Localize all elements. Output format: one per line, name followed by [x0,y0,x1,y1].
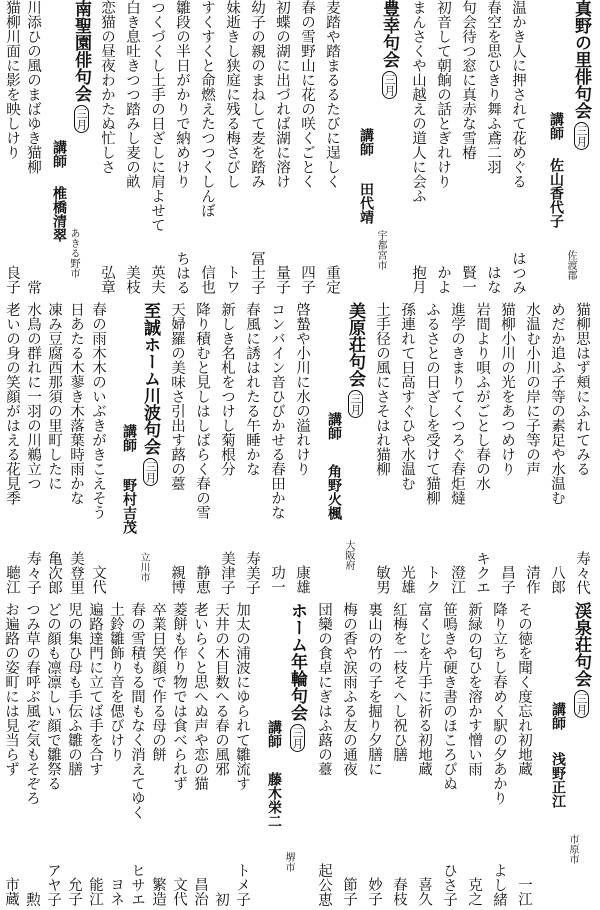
poem: 春の雨木木のいぶきがきこえそう 文代 [90,302,106,594]
poem: 孫連れて日高すぐひや水温む 光雄 [399,302,415,594]
poem: 白き息吐きつつ踏みし麦の畝 美枝 [124,0,140,294]
poem: 雛段の半日がかりで納めけり ちはる [174,0,190,294]
poem: すくすくと命燃えたつつくしんぼ 信也 [199,0,215,294]
poem: 梅の香や涙雨ふる友の通夜 節子 [341,602,357,906]
poem: まんさくや山越えの道人に会ふ 抱月 [410,0,426,294]
poem: 土鈴雛飾り音を偲びけり ヨネ [108,602,124,906]
group-title: 渓泉荘句会三月 [568,602,594,906]
poem: 啓蟄や小川に水の溢れけり 康雄 [294,302,310,594]
poem: 加太の浦波にゆられて雛流す トメ子 [234,602,250,906]
poem [0,302,3,594]
poem: 句会待つ窓に真赤な雪椿 賢一 [460,0,476,294]
poem: 春風に誘はれたる午睡かな 寿美子 [244,302,260,594]
group-title: 真野の里俳句会三月 [568,0,594,294]
poem: 日あたる木蓼き木落葉時雨かな 美登里 [68,302,84,594]
sensei-block: 講師 浅野正江 市原市 [550,702,578,864]
poem: 恋猫の昼夜わかたぬ忙しさ 弘章 [99,0,115,294]
poem: 凍み豆腐西那須の里町したに 亀次郎 [46,302,62,594]
sensei-block: 講師 佐山香代子 佐渡郡 [548,112,576,280]
poem: 土手径の風にさそはれ猫柳 敏男 [374,302,390,594]
sensei-block: 講師 椎橋清翠 あきる野市 [51,140,79,278]
poem: ふるさとの日ざしを受けて猫柳 トク [424,302,440,594]
poem: 天婦羅の美味さ引出す蕗の薹 親博 [169,302,185,594]
poem: お遍路の姿町には見当らず 市蔵 [3,602,19,906]
poem [0,0,3,294]
poem: 紅梅を一枝そへし祝ひ膳 春枝 [391,602,407,906]
poem: 春の雪野山に花の咲くごとく 四子 [299,0,315,294]
poem: 新しき名札をつけし菊根分 美津子 [219,302,235,594]
poem: 春空を思ひきり舞ふ鳶二羽 はな [485,0,501,294]
poem: 降り積むと見しはしばらく春の雪 静恵 [194,302,210,594]
poem: 幼子の親のまねして麦を踏み 冨士子 [249,0,265,294]
poem: つみ草の春呼ぶ風ぞ気もそぞろ 勲 [24,602,40,906]
poem: 老いの身の笑顔がはえる花見季 聴江 [4,302,20,594]
poem: どの顔も凛凛しい顔で雛祭る アヤ子 [45,602,61,906]
sensei-block: 講師 角野火楓 大阪府 [326,412,354,570]
poem: つくづくし土手の日ざしに肩よせて 英夫 [149,0,165,294]
poem: 水温む小川の岸に子等の声 清作 [524,302,540,594]
poem: 新緑の匂ひを溶かす憎い雨 克之 [466,602,482,906]
poem: 川添ひの風のまばゆき猫柳 常 [25,0,41,294]
band-middle [0,302,600,594]
sensei-block: 講師 田代靖 宇都宮市 [358,128,386,270]
poem: 児の集ひ母も手伝ふ雛の膳 允子 [66,602,82,906]
group-title: 至誠ホーム川波句会三月 [137,302,163,594]
poem: 妹逝きし狭庭に残る梅さびし トワ [224,0,240,294]
band-bottom [0,602,600,906]
poem: 初蝶の湖に出づれば湖に溶け 量子 [274,0,290,294]
group-title: 豊幸句会三月 [376,0,402,294]
poem: 麦踏や踏まるるたびに逞しく 重定 [324,0,340,294]
poem: 裏山の竹の子を掘り夕膳に 妙子 [366,602,382,906]
group-title: 美原荘句会三月 [342,302,368,594]
poem: コンバイン音ひびかせる春田かな 功一 [269,302,285,594]
poem: 卒業日笑顔で作る母の餅 繁造 [150,602,166,906]
poem: 岩間より唄ふがごとし春の水 キクエ [474,302,490,594]
poem: 遍路達門に立てば手を合す 能江 [87,602,103,906]
poem: 団欒の食卓にぎはふ蕗の薹 起公恵 [316,602,332,906]
sensei-block: 講師 藤木栄二 堺市 [266,720,294,872]
poem: 初音して朝餉の話とぎれけり かよ [435,0,451,294]
poem: 温かき人に押されて花めぐる はつみ [510,0,526,294]
poem: 富くじを片手に祈る初地蔵 喜久 [416,602,432,906]
poem: 猫柳川面に影を映しけり 良子 [4,0,20,294]
poem: 笹鳴きや硬き書のほころびぬ ひさ子 [441,602,457,906]
poem: 菱餅も作り物では食べられず 文代 [171,602,187,906]
poem: めだか追ふ子等の素足や水温む 八郎 [549,302,565,594]
poem: 春の雪積もる間もなく消えてゆく ヒサエ [129,602,145,906]
poem: その徳を聞く度忘れ初地蔵 一江 [516,602,532,906]
sensei-block: 講師 野村吉茂 立川市 [121,424,149,582]
poem: 進学のきまりてくつろぐ春炬燵 澄江 [449,302,465,594]
poem: 老いらくと思へぬ声や恋の猫 昌治 [192,602,208,906]
group-title: ホーム年輪句会三月 [284,602,310,906]
poem: 水鳥の群れに一羽の川鵜立つ 寿々子 [25,302,41,594]
band-top [0,0,600,294]
poem: 猫柳小川の光をあつめけり 昌子 [499,302,515,594]
poem: 降り立ちし春めく駅の夕あかり よし緒 [491,602,507,906]
poem: 天井の木目数へる春の風邪 初 [213,602,229,906]
group-title: 南聖園俳句会三月 [68,0,94,294]
poem: 猫柳思はず頬にふれてみる 寿々代 [574,302,590,594]
